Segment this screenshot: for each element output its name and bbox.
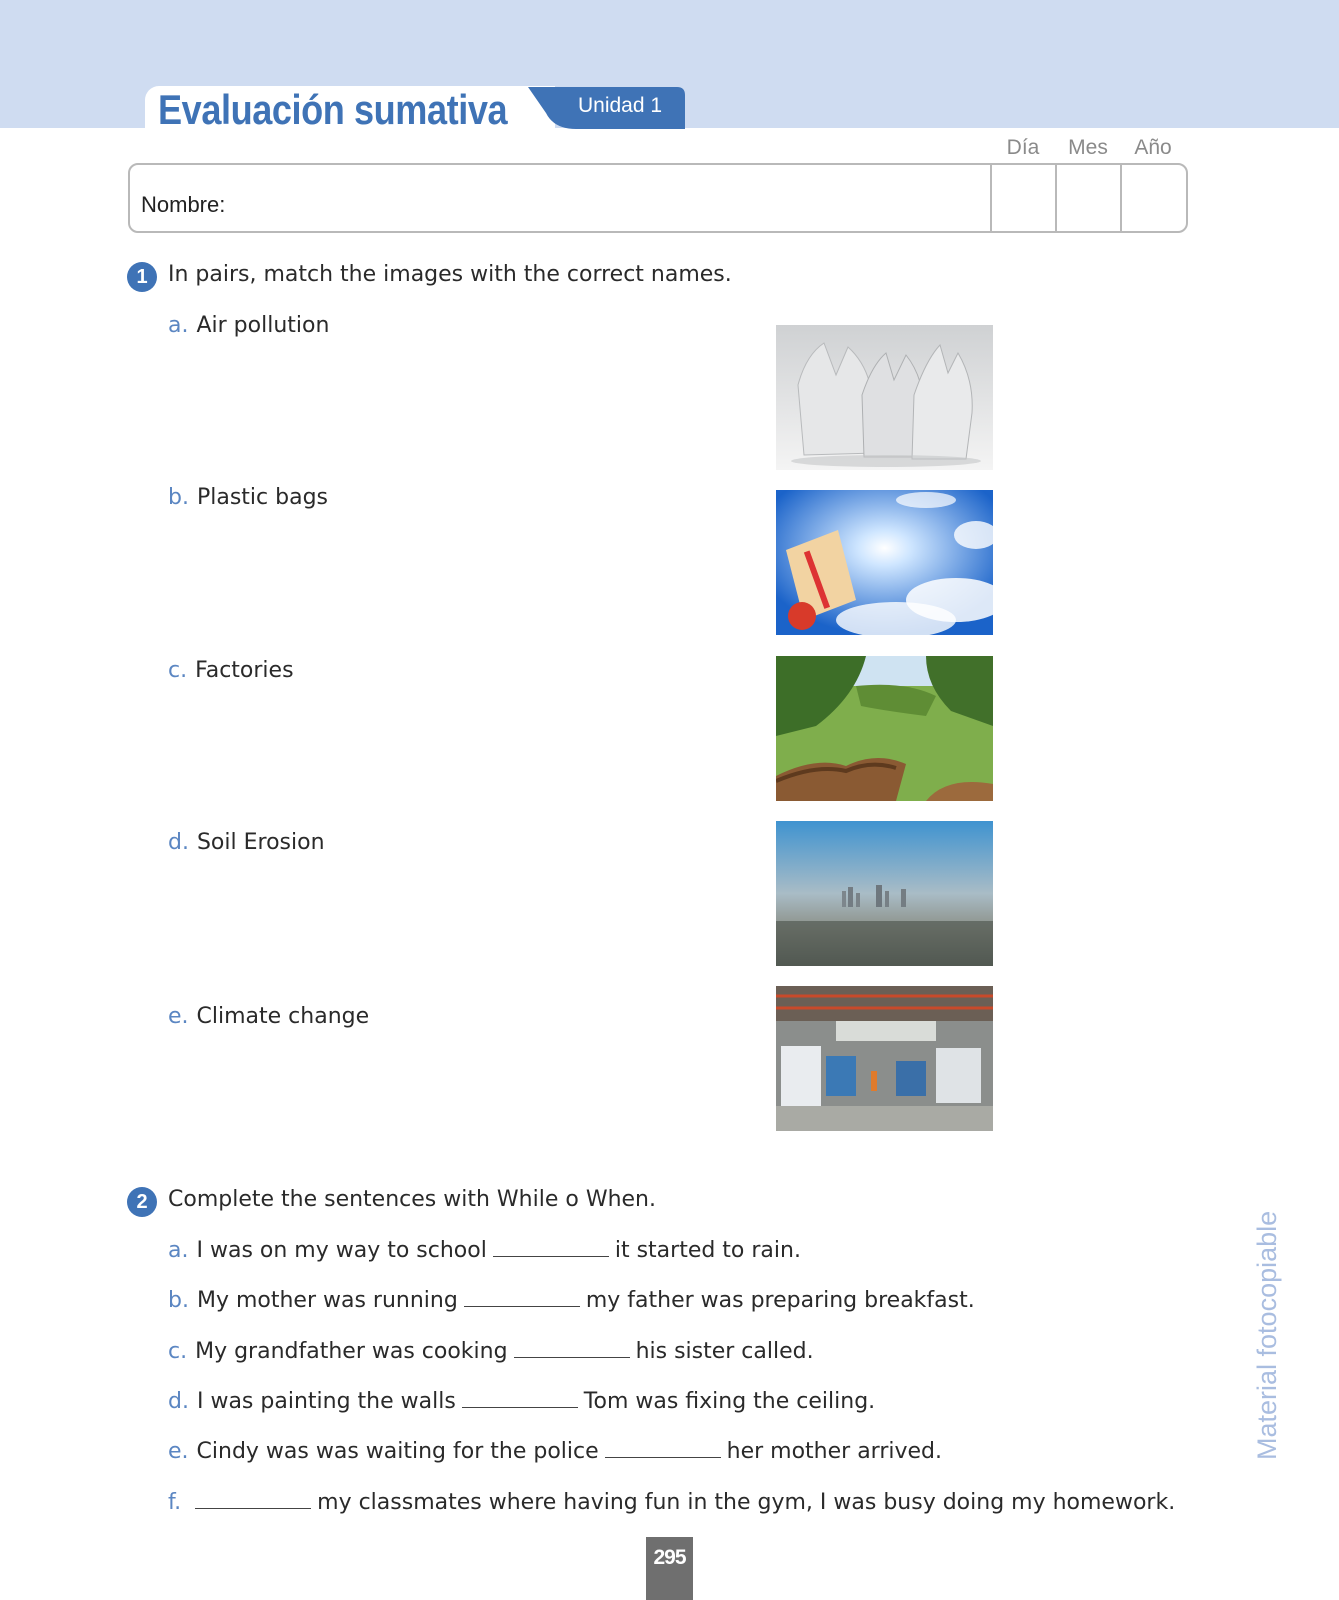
item-text: Air pollution xyxy=(196,313,330,338)
sentence-d xyxy=(168,1389,875,1414)
thermometer-sun-photo xyxy=(776,490,993,635)
sentence-after: my classmates where having fun in the gym, I was busy doing my homework. xyxy=(317,1490,1176,1515)
item-text: Climate change xyxy=(196,1004,370,1029)
sentence-before: I was painting the walls xyxy=(196,1389,456,1414)
page-title: Evaluación sumativa xyxy=(158,86,508,133)
item-text: Factories xyxy=(195,658,294,683)
item-letter: a. xyxy=(168,313,189,338)
soil-erosion-photo xyxy=(776,656,993,801)
divider xyxy=(990,165,992,231)
answer-blank[interactable] xyxy=(462,1406,578,1408)
factory-interior-photo xyxy=(776,986,993,1131)
answer-blank[interactable] xyxy=(605,1456,721,1458)
question-number-2: 2 xyxy=(127,1187,157,1217)
item-text: Soil Erosion xyxy=(196,830,325,855)
item-letter: b. xyxy=(168,1288,189,1313)
sentence-before: Cindy was was waiting for the police xyxy=(196,1439,599,1464)
sentence-c xyxy=(168,1339,814,1364)
page-number: 295 xyxy=(653,1546,686,1569)
answer-blank[interactable] xyxy=(493,1255,609,1257)
sentence-after: her mother arrived. xyxy=(726,1439,942,1464)
day-label: Día xyxy=(1006,136,1040,159)
item-text: Plastic bags xyxy=(196,485,328,510)
month-label: Mes xyxy=(1068,136,1108,159)
match-item-c xyxy=(168,658,294,683)
match-item-a xyxy=(168,313,329,338)
question-number-1: 1 xyxy=(127,262,157,292)
divider xyxy=(1120,165,1122,231)
smog-city-photo xyxy=(776,821,993,966)
match-item-b xyxy=(168,485,328,510)
sentence-before: I was on my way to school xyxy=(196,1238,487,1263)
answer-blank[interactable] xyxy=(464,1305,580,1307)
item-letter: f. xyxy=(168,1490,182,1515)
item-letter: e. xyxy=(168,1004,189,1029)
sentence-after: my father was preparing breakfast. xyxy=(585,1288,975,1313)
answer-blank[interactable] xyxy=(195,1507,311,1509)
unit-label: Unidad 1 xyxy=(577,94,663,117)
sentence-a xyxy=(168,1238,801,1263)
item-letter: c. xyxy=(168,1339,188,1364)
sentence-before: My grandfather was cooking xyxy=(195,1339,508,1364)
item-letter: c. xyxy=(168,658,188,683)
question-2-prompt: Complete the sentences with While o When. xyxy=(168,1187,656,1212)
question-1-prompt: In pairs, match the images with the correct names. xyxy=(168,262,732,287)
year-label: Año xyxy=(1134,136,1172,159)
match-item-e xyxy=(168,1004,369,1029)
sentence-e xyxy=(168,1439,942,1464)
side-note: Material fotocopiable xyxy=(1252,1210,1282,1460)
sentence-after: Tom was fixing the ceiling. xyxy=(583,1389,876,1414)
sentence-after: his sister called. xyxy=(635,1339,814,1364)
match-item-d xyxy=(168,830,325,855)
item-letter: a. xyxy=(168,1238,189,1263)
sentence-before: My mother was running xyxy=(196,1288,458,1313)
item-letter: d. xyxy=(168,1389,189,1414)
item-letter: e. xyxy=(168,1439,189,1464)
answer-blank[interactable] xyxy=(514,1356,630,1358)
sentence-after: it started to rain. xyxy=(614,1238,801,1263)
name-label: Nombre: xyxy=(141,192,226,217)
item-letter: d. xyxy=(168,830,189,855)
name-field[interactable] xyxy=(128,163,1188,233)
sentence-f xyxy=(168,1490,1175,1515)
item-letter: b. xyxy=(168,485,189,510)
plastic-bags-photo xyxy=(776,325,993,470)
sentence-b xyxy=(168,1288,975,1313)
divider xyxy=(1055,165,1057,231)
